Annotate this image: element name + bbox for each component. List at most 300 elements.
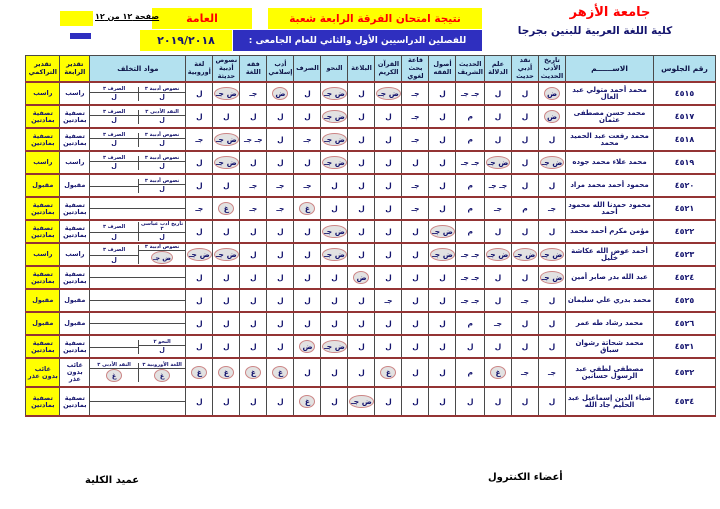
grade-cell: ل: [186, 289, 213, 312]
retake-subject-name: الصرف ٣: [90, 156, 138, 162]
seat-number: ٤٥٢٣: [654, 243, 716, 266]
grade-cell: ل: [512, 387, 539, 416]
grade-cell: [539, 105, 566, 128]
grade-cell: ل: [321, 387, 348, 416]
fourth-year-grade: تصفية بمادتين: [60, 128, 90, 151]
grade-cell: ل: [375, 243, 402, 266]
col-header-subject: تاريخ الأدب الحديث: [539, 56, 566, 83]
col-header-subject: الحديث الشريف: [456, 56, 485, 83]
grade-cell: ل: [402, 289, 429, 312]
retake-sub-cell: [138, 156, 186, 170]
grade-cell: [348, 266, 375, 289]
retake-cell: [90, 128, 186, 151]
exam-title-banner: نتيجة امتحان الفرقة الرابعة شعبة: [268, 8, 482, 29]
retake-subject-grade: ل: [111, 161, 117, 170]
grade-cell: ل: [429, 105, 456, 128]
grade-cell: ل: [213, 387, 240, 416]
grade-cell: [294, 335, 321, 358]
grade-cell: ل: [294, 266, 321, 289]
grade-cell: ل: [267, 220, 294, 243]
student-row: [26, 243, 716, 266]
grade-cell: ل: [375, 174, 402, 197]
grade-cell: ل: [375, 151, 402, 174]
grade-cell: ل: [348, 220, 375, 243]
grade-cell: ل: [512, 151, 539, 174]
grade-cell: ل: [213, 105, 240, 128]
retake-subject-grade: ل: [159, 184, 165, 193]
failing-grade-circle: ض جـ: [541, 273, 563, 283]
failing-grade-circle: غ: [106, 369, 122, 382]
grade-cell: ل: [213, 335, 240, 358]
student-row: [26, 105, 716, 128]
cumulative-grade: راسب: [26, 82, 60, 105]
header-row: [26, 56, 716, 83]
grade-cell: ل: [186, 312, 213, 335]
grade-cell: ل: [348, 174, 375, 197]
col-header-subject: القرآن الكريم: [375, 56, 402, 83]
grade-cell: ل: [213, 312, 240, 335]
failing-grade-circle: ض جـ: [378, 89, 399, 99]
grade-cell: ل: [267, 266, 294, 289]
grade-cell: جـ: [402, 174, 429, 197]
grade-cell: [429, 220, 456, 243]
results-table-body: [26, 82, 716, 416]
grade-cell: [539, 266, 566, 289]
grade-cell: م: [456, 197, 485, 220]
col-header-subject: علم الدلالة: [485, 56, 512, 83]
grade-cell: ل: [240, 387, 267, 416]
academic-year: ٢٠١٩/٢٠١٨: [140, 30, 232, 51]
grade-cell: ل: [213, 266, 240, 289]
grade-cell: ل: [240, 289, 267, 312]
retake-cell: [90, 289, 186, 312]
col-header-subject: نقد أدبي حديث: [512, 56, 539, 83]
retake-sub-cell: [138, 277, 186, 278]
grade-cell: م: [456, 220, 485, 243]
grade-cell: ل: [512, 82, 539, 105]
grade-cell: ل: [213, 220, 240, 243]
retake-subject-name: [139, 277, 186, 278]
grade-cell: ل: [321, 289, 348, 312]
grade-cell: ل: [485, 266, 512, 289]
grade-cell: [213, 151, 240, 174]
retake-subject-name: [90, 300, 138, 301]
grade-cell: ل: [402, 151, 429, 174]
col-header-subject: البلاغة: [348, 56, 375, 83]
cumulative-grade: تصفية بمادتين: [26, 335, 60, 358]
fourth-year-grade: تصفية بمادتين: [60, 335, 90, 358]
retake-subject-name: تاريخ أدب عباسى ٣: [139, 222, 186, 233]
fourth-year-grade: تصفية بمادتين: [60, 197, 90, 220]
retake-subject-grade: [139, 369, 186, 382]
grade-cell: ل: [429, 82, 456, 105]
student-row: [26, 82, 716, 105]
grade-cell: ل: [429, 197, 456, 220]
term-banner: للفصلين الدراسيين الأول والثاني للعام الجامعى :: [233, 30, 482, 51]
retake-sub-cell: [138, 323, 186, 324]
grade-cell: ل: [429, 174, 456, 197]
grade-cell: ل: [240, 312, 267, 335]
retake-subject-name: [90, 208, 138, 209]
fourth-year-grade: مقبول: [60, 312, 90, 335]
grade-cell: [321, 243, 348, 266]
grade-cell: ل: [375, 220, 402, 243]
retake-subject-name: نصوص أدبية ٣: [139, 156, 186, 162]
retake-grid: [90, 156, 185, 170]
retake-grid: [90, 222, 185, 241]
failing-grade-circle: ض جـ: [215, 250, 237, 260]
retake-sub-cell: [90, 300, 138, 301]
retake-sub-cell: [90, 401, 138, 402]
grade-cell: [429, 243, 456, 266]
grade-cell: ل: [267, 289, 294, 312]
grade-cell: ل: [402, 266, 429, 289]
retake-subject-name: نصوص أدبية ٣: [139, 133, 186, 139]
failing-grade-circle: ض جـ: [188, 250, 210, 260]
grade-cell: جـ جـ: [456, 289, 485, 312]
failing-grade-circle: ض: [272, 87, 288, 100]
retake-grid: [90, 87, 185, 101]
retake-sub-cell: [138, 222, 186, 241]
failing-grade-circle: ض جـ: [487, 158, 509, 168]
failing-grade-circle: ض جـ: [215, 135, 237, 145]
failing-grade-circle: غ: [154, 369, 170, 382]
grade-cell: [375, 358, 402, 387]
dean-signature: عميد الكلية: [85, 475, 140, 486]
grade-cell: ل: [294, 289, 321, 312]
fourth-year-grade: تصفية بمادتين: [60, 220, 90, 243]
grade-cell: [321, 220, 348, 243]
grade-cell: ل: [186, 220, 213, 243]
retake-sub-cell: [90, 222, 138, 241]
col-header-cumulative-grade: تقدير التراكمي: [26, 56, 60, 83]
seat-number: ٤٥٣٤: [654, 387, 716, 416]
col-header-retake-subjects: مواد التخلف: [90, 56, 186, 83]
grade-cell: جـ: [375, 289, 402, 312]
grade-cell: جـ جـ: [456, 151, 485, 174]
retake-cell: [90, 243, 186, 266]
decorative-blue-block: [70, 33, 91, 39]
col-header-subject: قاعة بحث لغوي: [402, 56, 429, 83]
retake-subject-name: [139, 300, 186, 301]
student-name: مؤمن مكرم أحمد محمد: [566, 220, 654, 243]
grade-cell: ل: [294, 220, 321, 243]
seat-number: ٤٥١٨: [654, 128, 716, 151]
grade-cell: ل: [348, 151, 375, 174]
retake-cell: [90, 387, 186, 416]
grade-cell: م: [512, 197, 539, 220]
seat-number: ٤٥١٧: [654, 105, 716, 128]
failing-grade-circle: ض جـ: [215, 158, 237, 168]
failing-grade-circle: ض جـ: [514, 250, 536, 260]
retake-subject-grade: ل: [159, 345, 165, 354]
grade-cell: جـ: [294, 128, 321, 151]
retake-sub-cell: [90, 179, 138, 193]
cumulative-grade: تصفية بمادتين: [26, 220, 60, 243]
grade-cell: ل: [294, 312, 321, 335]
grade-cell: ل: [539, 128, 566, 151]
grade-cell: ل: [429, 358, 456, 387]
failing-grade-circle: غ: [299, 395, 315, 408]
retake-sub-cell: [90, 156, 138, 170]
grade-cell: [186, 243, 213, 266]
grade-cell: ل: [240, 151, 267, 174]
grade-cell: جـ: [402, 197, 429, 220]
retake-subject-name: الصرف ٣: [90, 110, 138, 116]
retake-subject-name: [139, 323, 186, 324]
student-name: محمد بدري علي سليمان: [566, 289, 654, 312]
failing-grade-circle: ض: [544, 87, 560, 100]
seat-number: ٤٥٢١: [654, 197, 716, 220]
failing-grade-circle: ض جـ: [151, 251, 173, 264]
retake-grid: [90, 323, 185, 324]
retake-sub-cell: [138, 401, 186, 402]
fourth-year-grade: تصفية بمادتين: [60, 105, 90, 128]
student-row: [26, 220, 716, 243]
retake-sub-cell: [138, 208, 186, 209]
col-header-subject: الصرف: [294, 56, 321, 83]
col-header-fourth-year-grade: تقدير الرابعة: [60, 56, 90, 83]
retake-subject-name: [90, 277, 138, 278]
grade-cell: ل: [429, 289, 456, 312]
grade-cell: [539, 151, 566, 174]
student-row: [26, 387, 716, 416]
grade-cell: م: [456, 312, 485, 335]
grade-cell: ل: [485, 335, 512, 358]
grade-cell: ل: [186, 174, 213, 197]
grade-cell: جـ جـ: [240, 128, 267, 151]
retake-subject-name: [90, 179, 138, 187]
grade-cell: ل: [485, 387, 512, 416]
retake-cell: [90, 82, 186, 105]
grade-cell: ل: [240, 220, 267, 243]
retake-cell: [90, 312, 186, 335]
grade-cell: جـ: [267, 174, 294, 197]
failing-grade-circle: ض: [353, 271, 369, 284]
grade-cell: م: [456, 174, 485, 197]
retake-subject-grade: ل: [159, 92, 165, 101]
grade-cell: جـ: [402, 105, 429, 128]
grade-cell: ل: [321, 312, 348, 335]
seat-number: ٤٥١٩: [654, 151, 716, 174]
grade-cell: ل: [267, 312, 294, 335]
failing-grade-circle: ض جـ: [487, 250, 509, 260]
failing-grade-circle: غ: [218, 366, 234, 379]
grade-cell: جـ: [294, 174, 321, 197]
grade-cell: ل: [512, 105, 539, 128]
failing-grade-circle: ض جـ: [324, 135, 345, 145]
grade-cell: ل: [267, 151, 294, 174]
grade-cell: جـ: [485, 312, 512, 335]
grade-cell: ل: [348, 335, 375, 358]
grade-cell: ل: [375, 128, 402, 151]
fourth-year-grade: مقبول: [60, 289, 90, 312]
grade-cell: ل: [485, 220, 512, 243]
grade-cell: جـ: [512, 289, 539, 312]
student-name: محمد أحمد متولي عبد العال: [566, 82, 654, 105]
grade-cell: ل: [456, 387, 485, 416]
retake-sub-cell: [138, 340, 186, 354]
student-row: [26, 151, 716, 174]
fourth-year-grade: غائب بدون عذر: [60, 358, 90, 387]
retake-sub-cell: [90, 110, 138, 124]
retake-grid: [90, 300, 185, 301]
cumulative-grade: راسب: [26, 243, 60, 266]
retake-subject-name: الصرف ٣: [90, 245, 138, 256]
student-name: مصطفى لطفي عبد الرسول حسانين: [566, 358, 654, 387]
grade-cell: ل: [512, 335, 539, 358]
decorative-yellow-block: [60, 11, 93, 26]
retake-subject-name: نصوص أدبية ٣: [139, 245, 186, 251]
grade-cell: ل: [485, 105, 512, 128]
grade-cell: [485, 151, 512, 174]
student-name: ضياء الدين إسماعيل عبد الحليم جاد الله: [566, 387, 654, 416]
retake-subject-name: نصوص أدبية ٣: [139, 179, 186, 185]
retake-cell: [90, 266, 186, 289]
grade-cell: ل: [186, 82, 213, 105]
student-name: محمد رشاد طه عمر: [566, 312, 654, 335]
cumulative-grade: مقبول: [26, 312, 60, 335]
grade-cell: جـ جـ: [456, 266, 485, 289]
retake-sub-cell: [90, 323, 138, 324]
grade-cell: ل: [186, 387, 213, 416]
grade-cell: ل: [512, 312, 539, 335]
retake-subject-grade: ل: [111, 233, 117, 242]
retake-cell: [90, 105, 186, 128]
failing-grade-circle: ض جـ: [541, 250, 563, 260]
grade-cell: [213, 358, 240, 387]
grade-cell: [348, 387, 375, 416]
grade-cell: ل: [321, 266, 348, 289]
seat-number: ٤٥٢٠: [654, 174, 716, 197]
grade-cell: ل: [402, 220, 429, 243]
grade-cell: ل: [375, 266, 402, 289]
grade-cell: ل: [294, 105, 321, 128]
retake-subject-grade: ل: [111, 138, 117, 147]
failing-grade-circle: غ: [490, 366, 506, 379]
col-header-subject: فقه اللغة: [240, 56, 267, 83]
grade-cell: ل: [539, 312, 566, 335]
grade-cell: ل: [348, 243, 375, 266]
grade-cell: جـ: [186, 197, 213, 220]
col-header-seat: رقم الجلوس: [654, 56, 716, 83]
retake-sub-cell: [90, 245, 138, 264]
grade-cell: ل: [375, 387, 402, 416]
retake-subject-grade: [139, 251, 186, 264]
retake-grid: [90, 110, 185, 124]
fourth-year-grade: راسب: [60, 151, 90, 174]
failing-grade-circle: ض جـ: [432, 250, 453, 260]
failing-grade-circle: ض جـ: [324, 158, 345, 168]
grade-cell: ل: [539, 174, 566, 197]
retake-cell: [90, 335, 186, 358]
grade-cell: جـ: [240, 82, 267, 105]
failing-grade-circle: غ: [218, 202, 234, 215]
retake-cell: [90, 220, 186, 243]
student-row: [26, 289, 716, 312]
grade-cell: ل: [512, 128, 539, 151]
grade-cell: ل: [429, 151, 456, 174]
seat-number: ٤٥١٥: [654, 82, 716, 105]
grade-cell: ل: [485, 128, 512, 151]
retake-subject-name: النقد الأدبى ٣: [90, 363, 138, 369]
grade-cell: ل: [348, 128, 375, 151]
grade-cell: ل: [186, 266, 213, 289]
grade-cell: ل: [240, 105, 267, 128]
student-name: محمد علاء محمد جوده: [566, 151, 654, 174]
college-title: كلية اللغة العربية للبنين بجرجا: [517, 25, 673, 37]
retake-subject-grade: [90, 348, 138, 354]
grade-cell: [294, 387, 321, 416]
grade-cell: ل: [348, 197, 375, 220]
cumulative-grade: تصفية بمادتين: [26, 266, 60, 289]
student-row: [26, 358, 716, 387]
retake-subject-name: النحو ٢: [139, 340, 186, 346]
grade-cell: ل: [539, 335, 566, 358]
grade-cell: جـ جـ: [456, 82, 485, 105]
grade-cell: ل: [429, 266, 456, 289]
grade-cell: ل: [348, 289, 375, 312]
retake-subject-name: النقد الأدبى ٣: [139, 110, 186, 116]
grade-cell: جـ جـ: [456, 243, 485, 266]
grade-cell: [512, 243, 539, 266]
student-name: عبد الله بدر صابر أمين: [566, 266, 654, 289]
failing-grade-circle: غ: [272, 366, 288, 379]
retake-sub-cell: [138, 133, 186, 147]
grade-cell: ل: [402, 358, 429, 387]
page-number: صفحة ١٢ من ١٢: [95, 12, 160, 21]
retake-subject-grade: ل: [111, 256, 117, 265]
grade-cell: جـ: [402, 128, 429, 151]
grade-cell: [539, 243, 566, 266]
failing-grade-circle: غ: [299, 202, 315, 215]
retake-subject-name: الصرف ٣: [90, 222, 138, 233]
grade-cell: جـ: [485, 197, 512, 220]
retake-subject-name: نصوص أدبية ٣: [139, 87, 186, 93]
results-table: [25, 55, 716, 417]
grade-cell: ل: [539, 220, 566, 243]
grade-cell: جـ جـ: [485, 174, 512, 197]
grade-cell: ل: [267, 335, 294, 358]
grade-cell: ل: [348, 82, 375, 105]
cumulative-grade: تصفية بمادتين: [26, 197, 60, 220]
retake-sub-cell: [90, 340, 138, 354]
grade-cell: ل: [213, 289, 240, 312]
grade-cell: ل: [429, 335, 456, 358]
division-banner: العامة: [152, 8, 252, 29]
cumulative-grade: راسب: [26, 151, 60, 174]
failing-grade-circle: غ: [191, 366, 207, 379]
grade-cell: ل: [267, 387, 294, 416]
retake-subject-grade: [90, 187, 138, 193]
grade-cell: جـ: [402, 82, 429, 105]
retake-subject-name: [90, 323, 138, 324]
grade-cell: ل: [240, 335, 267, 358]
failing-grade-circle: غ: [245, 366, 261, 379]
grade-cell: ل: [348, 312, 375, 335]
student-row: [26, 312, 716, 335]
retake-subject-name: [139, 401, 186, 402]
retake-subject-grade: ل: [159, 233, 165, 242]
grade-cell: جـ: [240, 197, 267, 220]
grade-cell: [321, 105, 348, 128]
grade-cell: ل: [267, 243, 294, 266]
grade-cell: ل: [402, 335, 429, 358]
retake-sub-cell: [138, 245, 186, 264]
retake-cell: [90, 151, 186, 174]
grade-cell: [186, 358, 213, 387]
col-header-subject: نصوص أدبية حديثة: [213, 56, 240, 83]
